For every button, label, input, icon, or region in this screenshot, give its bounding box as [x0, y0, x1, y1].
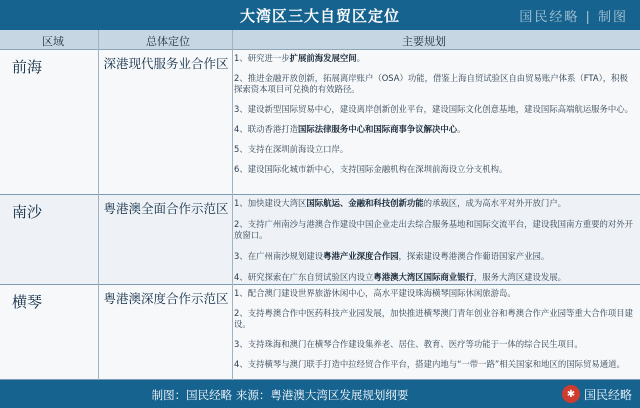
region-name: 南沙 — [12, 203, 43, 221]
plan-item: 3、在广州南沙规划建设粤港产业深度合作园，探索建设粤港澳合作葡语国家产业园。 — [234, 251, 550, 261]
column-divider — [232, 30, 233, 380]
region-position: 粤港澳全面合作示范区 — [103, 201, 229, 216]
region-name: 前海 — [12, 58, 43, 76]
column-divider — [98, 30, 99, 380]
plan-item: 2、支持广州南沙与港澳合作建设中国企业走出去综合服务基地和国际交流平台，建设我国南方重要的对外开放窗口。 — [234, 219, 633, 240]
plan-list — [234, 53, 634, 184]
title-watermark: 国民经略 | 制图 — [519, 10, 628, 25]
header-region: 区域 — [42, 35, 64, 48]
footer-bar — [0, 380, 640, 408]
wechat-icon: ✱ — [562, 385, 580, 403]
badge-label: 国民经略 — [583, 387, 632, 402]
header-plans: 主要规划 — [402, 35, 446, 48]
plan-item: 4、支持横琴与澳门联手打造中拉经贸合作平台，搭建内地与“一带一路”相关国家和地区的国际贸易通道。 — [234, 359, 625, 369]
table-row-nansha — [0, 195, 640, 285]
plan-item: 3、建设新型国际贸易中心，建设离岸创新创业平台，建设国际文化创意基地，建设国际高端航运服务中心。 — [234, 104, 633, 114]
plan-item: 4、联动香港打造国际法律服务中心和国际商事争议解决中心。 — [234, 124, 466, 134]
plan-item: 1、研究进一步扩展前海发展空间。 — [234, 53, 365, 63]
plan-list — [234, 288, 634, 379]
footer-credit: 制图：国民经略 来源：粤港澳大湾区发展规划纲要 — [151, 388, 409, 402]
plan-item: 4、研究探索在广东自贸试验区内设立粤港澳大湾区国际商业银行，服务大湾区建设发展。 — [234, 272, 566, 282]
plan-item: 6、建设国际化城市新中心，支持国际金融机构在深圳前海设立分支机构。 — [234, 164, 508, 174]
plan-item: 1、配合澳门建设世界旅游休闲中心，高水平建设珠海横琴国际休闲旅游岛。 — [234, 288, 516, 298]
plan-list — [234, 198, 634, 293]
plan-item: 2、支持粤澳合作中医药科技产业园发展，加快推进横琴澳门青年创业谷和粤澳合作产业园等重大合作项目建设。 — [234, 308, 633, 329]
title-bar — [0, 0, 640, 30]
table-row-qianhai — [0, 50, 640, 195]
region-name: 横琴 — [12, 293, 43, 311]
footer-badge — [562, 384, 632, 404]
header-position: 总体定位 — [146, 35, 190, 48]
page-title: 大湾区三大自贸区定位 — [239, 7, 400, 25]
region-position: 深港现代服务业合作区 — [103, 56, 229, 71]
table-row-hengqin — [0, 285, 640, 380]
plan-item: 5、支持在深圳前海设立口岸。 — [234, 144, 349, 154]
region-position: 粤港澳深度合作示范区 — [103, 291, 229, 306]
plan-item: 3、支持珠海和澳门在横琴合作建设集养老、居住、教育、医疗等功能于一体的综合民生项目。 — [234, 339, 583, 349]
plan-item: 1、加快建设大湾区国际航运、金融和科技创新功能的承载区，成为高水平对外开放门户。 — [234, 198, 566, 208]
table-header — [0, 30, 640, 50]
plan-item: 2、推进金融开放创新，拓展离岸账户（OSA）功能，借鉴上海自贸试验区自由贸易账户体系（FTA），积极探索资本项目可兑换的有效路径。 — [234, 73, 628, 94]
